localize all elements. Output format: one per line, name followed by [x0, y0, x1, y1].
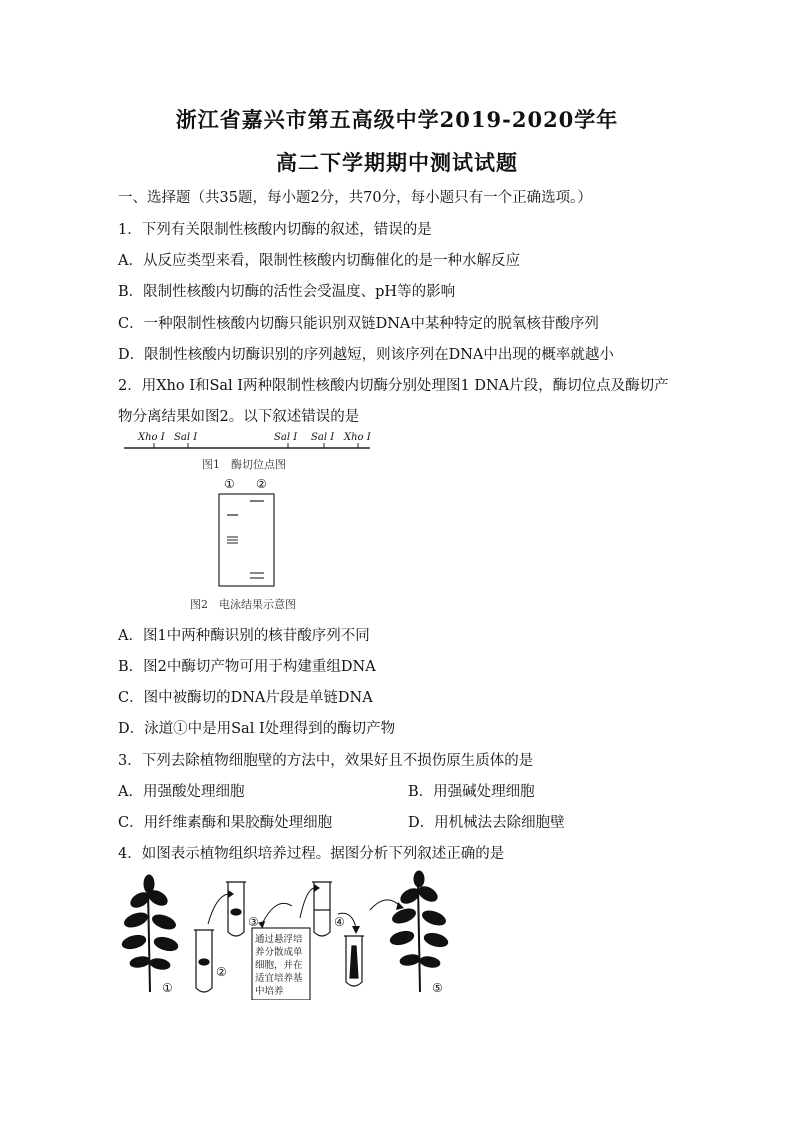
q1-option-d: D．限制性核酸内切酶识别的序列越短，则该序列在DNA中出现的概率就越小: [118, 347, 614, 363]
method-box-text: 通过悬浮培养分散成单细胞，并在适宜培养基中培养: [255, 934, 303, 997]
q3-option-d: D．用机械法去除细胞壁: [408, 815, 565, 831]
q2-option-a: A．图1中两种酶识别的核苷酸序列不同: [118, 628, 370, 644]
test-tube-icon: [344, 936, 364, 986]
site-label: Xho Ⅰ: [138, 432, 165, 443]
q2-stem-line2: 物分离结果如图2。以下叙述错误的是: [118, 409, 360, 425]
q2-option-d: D．泳道①中是用Sal Ⅰ处理得到的酶切产物: [118, 721, 396, 737]
stage-label: ②: [216, 965, 227, 979]
q1-option-b: B．限制性核酸内切酶的活性会受温度、pH等的影响: [118, 284, 456, 300]
q2-stem-line1: 2．用Xho Ⅰ和Sal Ⅰ两种限制性核酸内切酶分别处理图1 DNA片段，酶切位点及酶切产: [118, 378, 669, 394]
document-title: 浙江省嘉兴市第五高级中学2019-2020学年: [175, 107, 619, 132]
test-tube-icon: [226, 882, 246, 936]
figure-1-restriction-map: [124, 426, 374, 474]
stage-label: ①: [162, 981, 173, 995]
stage-label: ⑤: [432, 981, 443, 995]
figure-2-caption: 图2 电泳结果示意图: [190, 598, 296, 611]
q3-option-c: C．用纤维素酶和果胶酶处理细胞: [118, 815, 333, 831]
figure-2-electrophoresis: [186, 476, 316, 614]
q3-option-b: B．用强碱处理细胞: [408, 784, 535, 800]
lane-label: ①: [224, 477, 235, 491]
site-label: Sal Ⅰ: [311, 432, 335, 443]
site-label: Sal Ⅰ: [274, 432, 298, 443]
section-heading: 一、选择题（共35题，每小题2分，共70分，每小题只有一个正确选项。）: [118, 190, 592, 206]
q1-option-c: C．一种限制性核酸内切酶只能识别双链DNA中某种特定的脱氧核苷酸序列: [118, 316, 599, 332]
site-label: Xho Ⅰ: [344, 432, 371, 443]
stage-label: ③: [248, 915, 259, 929]
q3-option-a: A．用强酸处理细胞: [118, 784, 245, 800]
q1-stem: 1．下列有关限制性核酸内切酶的叙述，错误的是: [118, 222, 432, 238]
test-tube-icon: [194, 930, 214, 992]
lane-label: ②: [256, 477, 267, 491]
q1-option-a: A．从反应类型来看，限制性核酸内切酶催化的是一种水解反应: [118, 253, 520, 269]
figure-1-caption: 图1 酶切位点图: [202, 458, 286, 471]
plant-icon: [121, 875, 179, 992]
q2-option-b: B．图2中酶切产物可用于构建重组DNA: [118, 659, 376, 675]
site-label: Sal Ⅰ: [174, 432, 198, 443]
document-subtitle: 高二下学期期中测试试题: [276, 150, 518, 175]
stage-label: ④: [334, 915, 345, 929]
q4-stem: 4．如图表示植物组织培养过程。据图分析下列叙述正确的是: [118, 846, 505, 862]
q2-option-c: C．图中被酶切的DNA片段是单链DNA: [118, 690, 373, 706]
q3-stem: 3．下列去除植物细胞壁的方法中，效果好且不损伤原生质体的是: [118, 753, 534, 769]
plant-icon: [389, 871, 449, 992]
